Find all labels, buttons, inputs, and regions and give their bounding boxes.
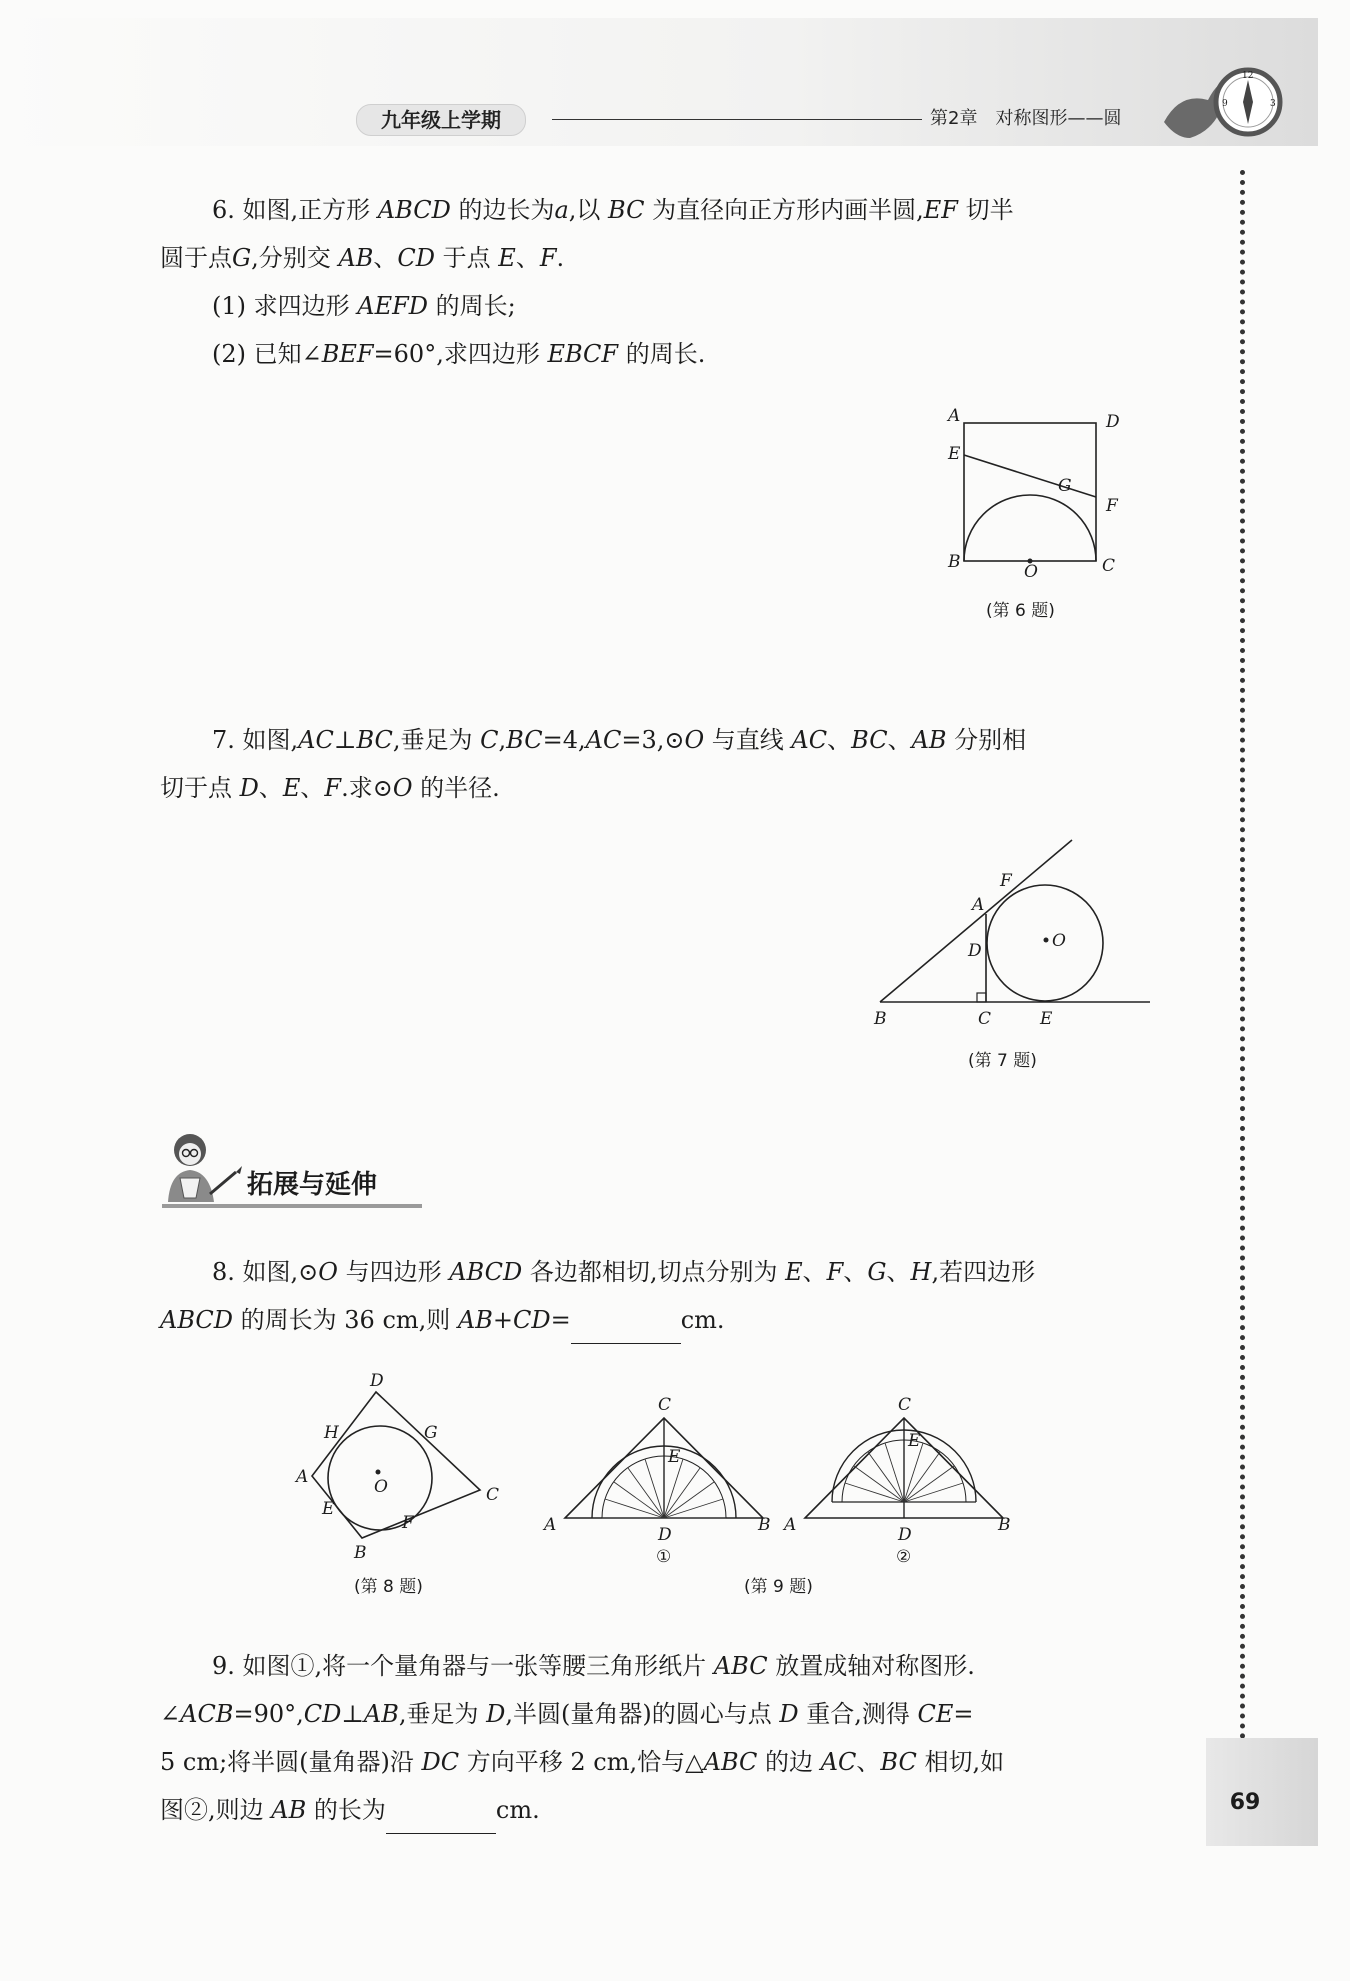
svg-text:9: 9 — [1222, 99, 1228, 109]
grade-label: 九年级上学期 — [356, 104, 526, 136]
label-c: C — [658, 1395, 672, 1415]
label-a: A — [972, 895, 985, 915]
q6-figure — [930, 405, 1140, 590]
label-e: E — [948, 444, 961, 464]
svg-text:12: 12 — [1242, 71, 1254, 81]
q8-figure — [290, 1368, 500, 1568]
q9-figure-1 — [540, 1390, 780, 1570]
q6-line2: 圆于点G,分别交 AB、CD 于点 E、F. — [160, 244, 565, 272]
square-abcd — [964, 423, 1096, 561]
label-g: G — [424, 1423, 438, 1443]
label-e: E — [1040, 1009, 1053, 1029]
label-a: A — [544, 1515, 557, 1535]
label-f: F — [1000, 871, 1012, 891]
q9-line2: ∠ACB=90°,CD⊥AB,垂足为 D,半圆(量角器)的圆心与点 D 重合,测得 CE= — [160, 1700, 974, 1728]
compass-runner-icon — [1150, 52, 1290, 144]
label-d: D — [898, 1525, 912, 1545]
label-b: B — [354, 1543, 367, 1563]
chapter-title: 第2章 对称图形——圆 — [930, 108, 1122, 129]
q7-line2: 切于点 D、E、F.求⊙O 的半径. — [160, 774, 500, 802]
label-b: B — [874, 1009, 887, 1029]
q9-line1: 9. 如图①,将一个量角器与一张等腰三角形纸片 ABC 放置成轴对称图形. — [212, 1652, 975, 1680]
q8-answer-blank[interactable] — [571, 1313, 681, 1344]
section-rule — [162, 1204, 422, 1208]
q8-line2: ABCD 的周长为 36 cm,则 AB+CD= cm. — [160, 1296, 725, 1344]
label-o: O — [1052, 931, 1066, 951]
q7-line1: 7. 如图,AC⊥BC,垂足为 C,BC=4,AC=3,⊙O 与直线 AC、BC、AB 分别相 — [212, 726, 1027, 754]
circle-o — [987, 885, 1103, 1001]
label-e: E — [668, 1447, 681, 1467]
header-rule — [552, 119, 922, 120]
q6-part1: (1) 求四边形 AEFD 的周长; — [212, 292, 516, 320]
label-f: F — [1106, 496, 1118, 516]
page-number: 69 — [1229, 1790, 1261, 1815]
label-a: A — [784, 1515, 797, 1535]
q9-caption: (第 9 题) — [744, 1577, 813, 1597]
right-angle-mark — [977, 993, 986, 1002]
label-b: B — [998, 1515, 1011, 1535]
label-c: C — [978, 1009, 992, 1029]
label-c: C — [1102, 556, 1116, 576]
label-d: D — [370, 1371, 384, 1391]
q9-figure-2 — [780, 1390, 1020, 1570]
label-a: A — [296, 1467, 309, 1487]
label-b: B — [948, 552, 961, 572]
svg-text:3: 3 — [1270, 99, 1276, 109]
q6-part2: (2) 已知∠BEF=60°,求四边形 EBCF 的周长. — [212, 340, 706, 368]
label-c: C — [486, 1485, 500, 1505]
section-title: 拓展与延伸 — [247, 1170, 378, 1200]
quad-abcd — [312, 1392, 480, 1538]
label-d: D — [1106, 412, 1120, 432]
label-o: O — [1024, 562, 1038, 582]
q8-line1: 8. 如图,⊙O 与四边形 ABCD 各边都相切,切点分别为 E、F、G、H,若四边形 — [212, 1258, 1036, 1286]
semicircle — [964, 495, 1096, 561]
tangent-ef — [964, 455, 1096, 497]
label-f: F — [402, 1513, 414, 1533]
q6-line1: 6. 如图,正方形 ABCD 的边长为a,以 BC 为直径向正方形内画半圆,EF 切半 — [212, 196, 1014, 224]
sub-label-1: ① — [656, 1547, 672, 1567]
q8-caption: (第 8 题) — [354, 1577, 423, 1597]
margin-dotted-rule — [1240, 170, 1245, 1740]
teacher-icon — [160, 1128, 244, 1204]
line-ab — [880, 840, 1072, 1002]
q9-line4: 图②,则边 AB 的长为 cm. — [160, 1786, 540, 1834]
label-a: A — [948, 406, 961, 426]
label-d: D — [658, 1525, 672, 1545]
label-c: C — [898, 1395, 912, 1415]
q7-figure — [860, 830, 1160, 1035]
label-d: D — [968, 941, 982, 961]
label-b: B — [758, 1515, 771, 1535]
label-e: E — [322, 1499, 335, 1519]
label-g: G — [1058, 476, 1072, 496]
center-o — [1044, 938, 1049, 943]
label-o: O — [374, 1477, 388, 1497]
sub-label-2: ② — [896, 1547, 912, 1567]
q6-caption: (第 6 题) — [986, 601, 1055, 621]
label-e: E — [908, 1431, 921, 1451]
q9-line3: 5 cm;将半圆(量角器)沿 DC 方向平移 2 cm,恰与△ABC 的边 AC、BC 相切,如 — [160, 1748, 1005, 1776]
center-o — [376, 1470, 381, 1475]
q7-caption: (第 7 题) — [968, 1051, 1037, 1071]
label-h: H — [324, 1423, 339, 1443]
q9-answer-blank[interactable] — [386, 1803, 496, 1834]
